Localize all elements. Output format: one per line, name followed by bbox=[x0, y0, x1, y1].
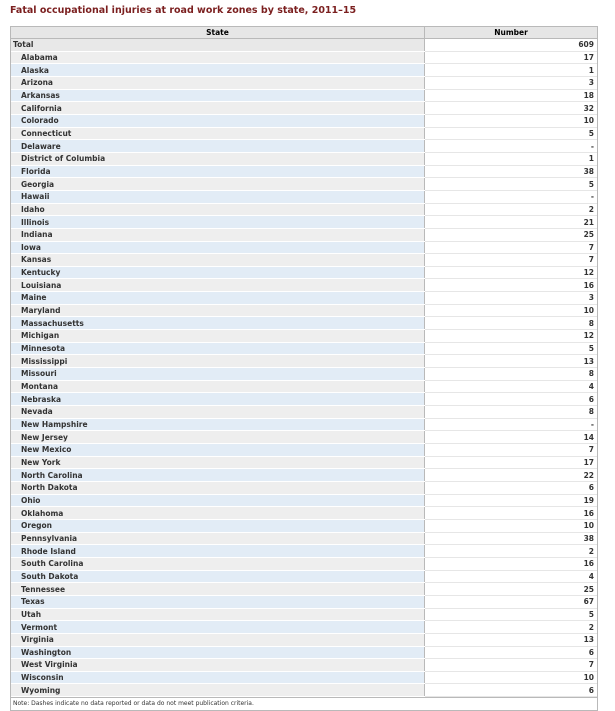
number-cell: - bbox=[425, 140, 598, 153]
number-cell: 8 bbox=[425, 406, 598, 419]
state-cell: Indiana bbox=[11, 228, 425, 241]
table-row bbox=[11, 216, 597, 229]
table-row bbox=[11, 228, 597, 241]
table-row bbox=[11, 254, 597, 267]
number-cell: 19 bbox=[425, 494, 598, 507]
state-cell: Kentucky bbox=[11, 266, 425, 279]
state-cell: North Dakota bbox=[11, 481, 425, 494]
state-cell: Oklahoma bbox=[11, 507, 425, 520]
number-cell: 5 bbox=[425, 178, 598, 191]
state-cell: North Carolina bbox=[11, 469, 425, 482]
state-cell: Wisconsin bbox=[11, 671, 425, 684]
state-cell: Vermont bbox=[11, 621, 425, 634]
number-cell: 16 bbox=[425, 279, 598, 292]
table-row bbox=[11, 266, 597, 279]
state-cell: Georgia bbox=[11, 178, 425, 191]
number-cell: 38 bbox=[425, 532, 598, 545]
number-cell: 67 bbox=[425, 595, 598, 608]
state-cell: Utah bbox=[11, 608, 425, 621]
state-cell: Maine bbox=[11, 292, 425, 305]
table-row bbox=[11, 545, 597, 558]
number-cell: - bbox=[425, 190, 598, 203]
table-row bbox=[11, 557, 597, 570]
number-cell: 16 bbox=[425, 557, 598, 570]
page-title: Fatal occupational injuries at road work zones by state, 2011–15 bbox=[10, 5, 357, 16]
table-row bbox=[11, 330, 597, 343]
state-cell: Hawaii bbox=[11, 190, 425, 203]
state-cell: Louisiana bbox=[11, 279, 425, 292]
number-cell: 21 bbox=[425, 216, 598, 229]
state-cell: New York bbox=[11, 456, 425, 469]
table-row bbox=[11, 380, 597, 393]
number-cell: 8 bbox=[425, 368, 598, 381]
table-row bbox=[11, 456, 597, 469]
number-cell: 1 bbox=[425, 64, 598, 77]
state-cell: Maryland bbox=[11, 304, 425, 317]
number-cell: 6 bbox=[425, 684, 598, 697]
table-row bbox=[11, 507, 597, 520]
number-cell: 13 bbox=[425, 633, 598, 646]
number-cell: 25 bbox=[425, 583, 598, 596]
table-row bbox=[11, 621, 597, 634]
state-cell: Pennsylvania bbox=[11, 532, 425, 545]
data-table bbox=[11, 27, 597, 697]
state-cell: Texas bbox=[11, 595, 425, 608]
number-cell: 8 bbox=[425, 317, 598, 330]
state-cell: Tennessee bbox=[11, 583, 425, 596]
table-row bbox=[11, 140, 597, 153]
state-cell: New Jersey bbox=[11, 431, 425, 444]
column-header-number: Number bbox=[425, 27, 598, 39]
table-row bbox=[11, 431, 597, 444]
number-cell: 6 bbox=[425, 646, 598, 659]
number-cell: 17 bbox=[425, 51, 598, 64]
state-cell: South Carolina bbox=[11, 557, 425, 570]
state-cell: Ohio bbox=[11, 494, 425, 507]
number-cell: 10 bbox=[425, 304, 598, 317]
table-row bbox=[11, 646, 597, 659]
table-row bbox=[11, 595, 597, 608]
number-cell: 10 bbox=[425, 519, 598, 532]
table-row bbox=[11, 165, 597, 178]
state-cell: Massachusetts bbox=[11, 317, 425, 330]
table-row bbox=[11, 203, 597, 216]
table-row bbox=[11, 532, 597, 545]
state-cell: Mississippi bbox=[11, 355, 425, 368]
column-header-state: State bbox=[11, 27, 425, 39]
number-cell: 12 bbox=[425, 266, 598, 279]
number-cell: 1 bbox=[425, 152, 598, 165]
number-cell: 10 bbox=[425, 671, 598, 684]
table-row bbox=[11, 127, 597, 140]
state-cell: Iowa bbox=[11, 241, 425, 254]
table-row bbox=[11, 481, 597, 494]
table-row bbox=[11, 355, 597, 368]
state-cell: Minnesota bbox=[11, 342, 425, 355]
state-cell: Illinois bbox=[11, 216, 425, 229]
number-cell: 5 bbox=[425, 608, 598, 621]
number-cell: 5 bbox=[425, 342, 598, 355]
state-cell: California bbox=[11, 102, 425, 115]
state-cell: Connecticut bbox=[11, 127, 425, 140]
number-cell: 13 bbox=[425, 355, 598, 368]
number-cell: 6 bbox=[425, 393, 598, 406]
number-cell: 10 bbox=[425, 114, 598, 127]
number-cell: 3 bbox=[425, 76, 598, 89]
state-cell: New Mexico bbox=[11, 444, 425, 457]
table-row bbox=[11, 76, 597, 89]
number-cell: 4 bbox=[425, 570, 598, 583]
number-cell: 2 bbox=[425, 203, 598, 216]
table-row bbox=[11, 570, 597, 583]
table-header-row bbox=[11, 27, 597, 39]
table-row bbox=[11, 152, 597, 165]
table-row bbox=[11, 89, 597, 102]
table-row bbox=[11, 114, 597, 127]
table-row bbox=[11, 633, 597, 646]
state-cell: Wyoming bbox=[11, 684, 425, 697]
table-row bbox=[11, 342, 597, 355]
state-cell: Kansas bbox=[11, 254, 425, 267]
number-cell: 16 bbox=[425, 507, 598, 520]
state-cell: District of Columbia bbox=[11, 152, 425, 165]
state-cell: Washington bbox=[11, 646, 425, 659]
table-row bbox=[11, 190, 597, 203]
state-cell: Nevada bbox=[11, 406, 425, 419]
table-row bbox=[11, 671, 597, 684]
state-cell: Idaho bbox=[11, 203, 425, 216]
table-row bbox=[11, 608, 597, 621]
number-cell: 6 bbox=[425, 481, 598, 494]
state-cell: Missouri bbox=[11, 368, 425, 381]
table-row bbox=[11, 317, 597, 330]
state-cell: Total bbox=[11, 39, 425, 52]
table-row bbox=[11, 444, 597, 457]
table-body bbox=[11, 39, 597, 697]
state-cell: South Dakota bbox=[11, 570, 425, 583]
state-cell: Colorado bbox=[11, 114, 425, 127]
table-row bbox=[11, 292, 597, 305]
state-cell: Arkansas bbox=[11, 89, 425, 102]
table-row bbox=[11, 393, 597, 406]
table-row bbox=[11, 241, 597, 254]
number-cell: - bbox=[425, 418, 598, 431]
number-cell: 25 bbox=[425, 228, 598, 241]
number-cell: 7 bbox=[425, 241, 598, 254]
state-cell: Montana bbox=[11, 380, 425, 393]
table-row bbox=[11, 51, 597, 64]
table-row bbox=[11, 178, 597, 191]
state-cell: Virginia bbox=[11, 633, 425, 646]
state-cell: Delaware bbox=[11, 140, 425, 153]
table-row bbox=[11, 406, 597, 419]
number-cell: 4 bbox=[425, 380, 598, 393]
state-cell: Michigan bbox=[11, 330, 425, 343]
table-note: Note: Dashes indicate no data reported or data do not meet publication criteria. bbox=[11, 697, 597, 710]
table-row bbox=[11, 583, 597, 596]
number-cell: 22 bbox=[425, 469, 598, 482]
state-cell: Rhode Island bbox=[11, 545, 425, 558]
table-row bbox=[11, 368, 597, 381]
table-row bbox=[11, 304, 597, 317]
data-table-container bbox=[10, 26, 598, 711]
table-row bbox=[11, 469, 597, 482]
state-cell: Florida bbox=[11, 165, 425, 178]
table-row bbox=[11, 279, 597, 292]
table-row bbox=[11, 102, 597, 115]
number-cell: 2 bbox=[425, 545, 598, 558]
number-cell: 17 bbox=[425, 456, 598, 469]
state-cell: West Virginia bbox=[11, 659, 425, 672]
table-row bbox=[11, 519, 597, 532]
table-row bbox=[11, 659, 597, 672]
number-cell: 14 bbox=[425, 431, 598, 444]
table-row bbox=[11, 418, 597, 431]
number-cell: 12 bbox=[425, 330, 598, 343]
number-cell: 18 bbox=[425, 89, 598, 102]
number-cell: 7 bbox=[425, 254, 598, 267]
number-cell: 7 bbox=[425, 444, 598, 457]
table-row bbox=[11, 494, 597, 507]
state-cell: New Hampshire bbox=[11, 418, 425, 431]
number-cell: 609 bbox=[425, 39, 598, 52]
table-row-total bbox=[11, 39, 597, 52]
number-cell: 5 bbox=[425, 127, 598, 140]
state-cell: Nebraska bbox=[11, 393, 425, 406]
state-cell: Oregon bbox=[11, 519, 425, 532]
table-row bbox=[11, 64, 597, 77]
state-cell: Alaska bbox=[11, 64, 425, 77]
state-cell: Alabama bbox=[11, 51, 425, 64]
number-cell: 2 bbox=[425, 621, 598, 634]
number-cell: 32 bbox=[425, 102, 598, 115]
state-cell: Arizona bbox=[11, 76, 425, 89]
number-cell: 3 bbox=[425, 292, 598, 305]
number-cell: 7 bbox=[425, 659, 598, 672]
number-cell: 38 bbox=[425, 165, 598, 178]
